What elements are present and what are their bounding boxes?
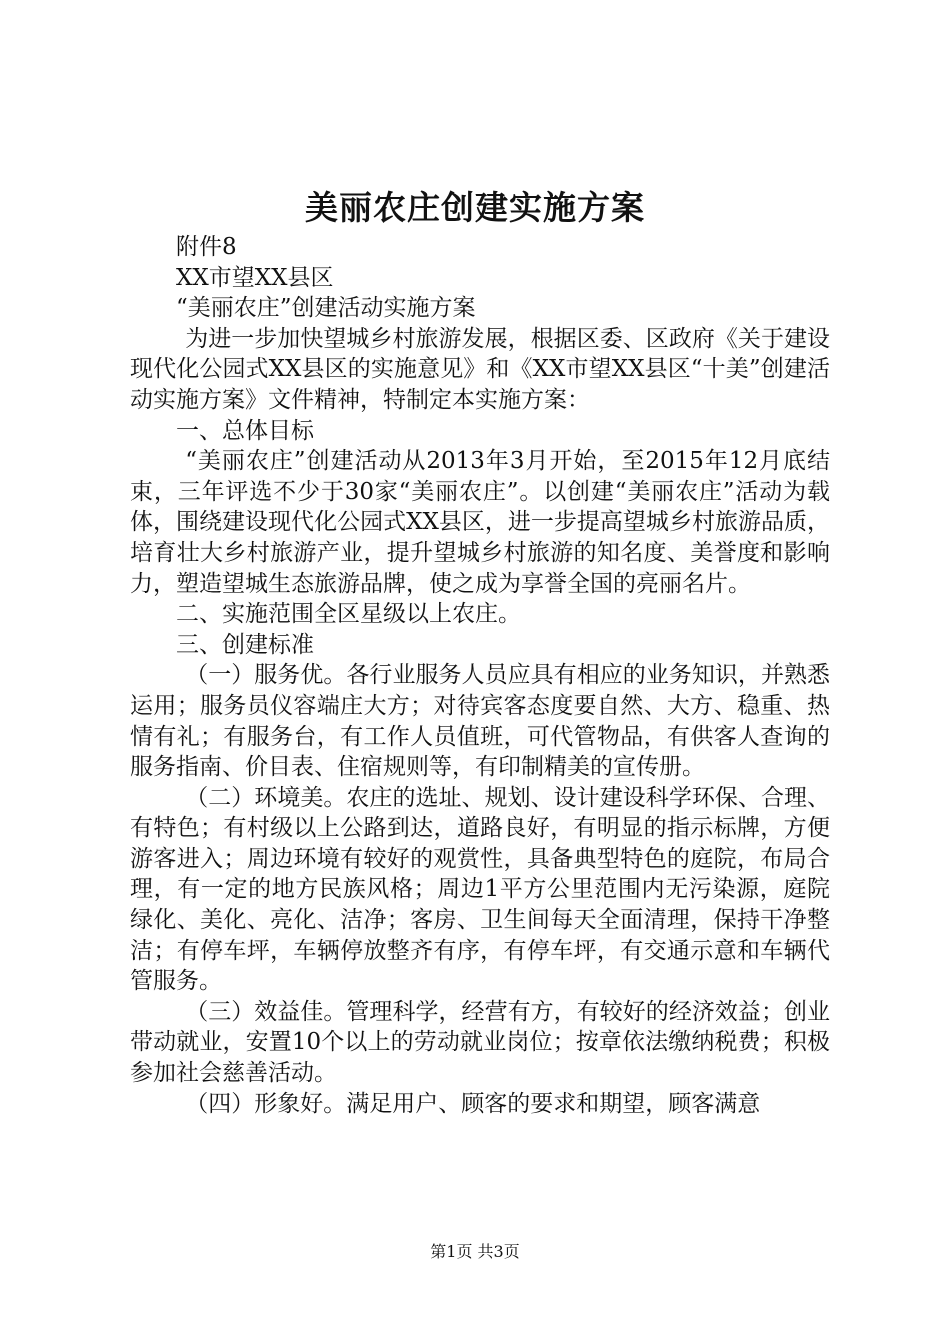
- subtitle-line: “美丽农庄”创建活动实施方案: [176, 295, 476, 322]
- document-body: [130, 232, 830, 1119]
- standard-environment-paragraph: （二）环境美。农庄的选址、规划、设计建设科学环保、合理、有特色；有村级以上公路到达，道路良好，有明显的指示标牌，方便游客进入；周边环境有较好的观赏性，具备典型特色的庭院，布局合理，有一定的地方民族风格；周边1平方公里范围内无污染源，庭院绿化、美化、亮化、洁净；客房、卫生间每天全面清理，保持干净整洁；有停车坪，车辆停放整齐有序，有停车坪，有交通示意和车辆代管服务。: [130, 784, 830, 995]
- goals-paragraph: “美丽农庄”创建活动从2013年3月开始，至2015年12月底结束，三年评选不少于30家“美丽农庄”。以创建“美丽农庄”活动为载体，围绕建设现代化公园式XX县区，进一步提高望城乡村旅游品质，培育壮大乡村旅游产业，提升望城乡村旅游的知名度、美誉度和影响力，塑造望城生态旅游品牌，使之成为享誉全国的亮丽名片。: [130, 448, 830, 597]
- standard-image-paragraph: （四）形象好。满足用户、顾客的要求和期望，顾客满意: [185, 1090, 761, 1117]
- document-title: 美丽农庄创建实施方案: [305, 188, 645, 227]
- standard-service-paragraph: （一）服务优。各行业服务人员应具有相应的业务知识，并熟悉运用；服务员仪容端庄大方；对待宾客态度要自然、大方、稳重、热情有礼；有服务台，有工作人员值班，可代管物品，有供客人查询的服务指南、价目表、住宿规则等，有印制精美的宣传册。: [130, 662, 830, 781]
- section-heading-goals: 一、总体目标: [176, 417, 314, 444]
- issuer-line: XX市望XX县区: [176, 264, 334, 291]
- standard-benefit-paragraph: （三）效益佳。管理科学，经营有方，有较好的经济效益；创业带动就业，安置10个以上的劳动就业岗位；按章依法缴纳税费；积极参加社会慈善活动。: [130, 998, 830, 1087]
- section-heading-standards: 三、创建标准: [176, 631, 314, 658]
- intro-paragraph: 为进一步加快望城乡村旅游发展，根据区委、区政府《关于建设现代化公园式XX县区的实施意见》和《XX市望XX县区“十美”创建活动实施方案》文件精神，特制定本实施方案：: [130, 325, 830, 413]
- attachment-label: 附件8: [176, 234, 237, 260]
- page-footer: 第1页 共3页: [430, 1242, 520, 1261]
- section-heading-scope: 二、实施范围全区星级以上农庄。: [176, 601, 521, 628]
